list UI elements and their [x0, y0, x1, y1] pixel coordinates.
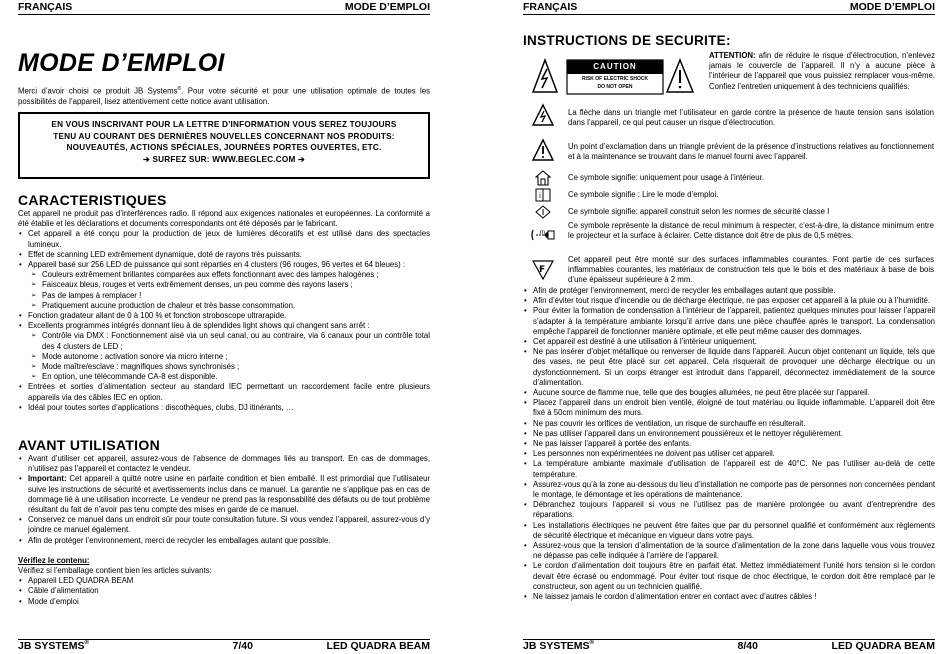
footer-brand: JB SYSTEMS®: [18, 640, 89, 652]
list-item: • Les personnes non expérimentées ne doivent pas utiliser cet appareil.: [523, 449, 935, 459]
flammable-surface-icon: [523, 258, 563, 280]
list-item: ➢ Mode autonome : activation sonore via micro interne ;: [18, 352, 430, 362]
list-item: • Le cordon d’alimentation doit toujours être en parfait état. Mettez immédiatement l’unité hors tension si le cordon devait être écrasé ou endommagé. Pour éviter tout risque de choc électrique, le cordon doit être remplacé par le constructeur, son agent ou un technicien qualifié.: [523, 561, 935, 592]
symbol-text: Ce symbole représente la distance de recul minimum à respecter, c’est-à-dire, la distance minimum entre le projecteur et la surface à éclairer. Cette distance doit être de plus de 0,5 mètres.: [568, 221, 934, 241]
high-voltage-icon: [523, 103, 563, 127]
newsletter-line-2: TENU AU COURANT DES DERNIÈRES NOUVELLES CONCERNANT NOS PRODUITS:: [53, 131, 395, 141]
list-item: • Appareil LED QUADRA BEAM: [18, 576, 430, 586]
list-item: • Les installations électriques ne peuvent être faites que par du personnel qualifié et conformément aux règlements de sécurité électrique et mécanique en vigueur dans votre pays.: [523, 521, 935, 541]
list-item: ➢ Couleurs extrêmement brillantes comparées aux effets fonctionnant avec des lampes halogènes ;: [18, 270, 430, 280]
symbol-text: Un point d’exclamation dans un triangle prévient de la présence d’instructions relatives au fonctionnement et à la maintenance se trouvant dans le manuel fourni avec l’appareil.: [568, 142, 934, 162]
list-item: • Ne laissez jamais le cordon d’alimentation entrer en contact avec d’autres câbles !: [523, 592, 935, 602]
list-item: • Ne pas couvrir les orifices de ventilation, un risque de surchauffe en résulterait.: [523, 419, 935, 429]
page-header: [523, 1, 935, 15]
left-page: [18, 0, 430, 654]
footer-model: LED QUADRA BEAM: [831, 640, 935, 652]
newsletter-line-1: EN VOUS INSCRIVANT POUR LA LETTRE D’INFORMATION VOUS SEREZ TOUJOURS: [51, 120, 397, 129]
minimum-distance-icon: [523, 227, 563, 243]
list-item: ➢ Pas de lampes à remplacer !: [18, 291, 430, 301]
symbol-text: Ce symbole signifie: appareil construit selon les normes de sécurité classe I: [568, 207, 830, 216]
list-item: • Ne pas insérer d’objet métallique ou renverser de liquide dans l’appareil. Aucun objet contenant un liquide, tels que des vases, ne peut être placé sur cet appareil. Cela risquerait de provoquer une décharge électrique ou un dysfonctionnement. Si un corps étranger est introduit dans l’appareil, déconnectez immédiatement de la source d’alimentation.: [523, 347, 935, 388]
list-item: • Avant d’utiliser cet appareil, assurez-vous de l’absence de dommages liés au transport. En cas de dommages, n’utilisez pas l’appareil et contactez le vendeur.: [18, 454, 430, 474]
list-item: ➢ Mode maître/esclave : magnifiques shows synchronisés ;: [18, 362, 430, 372]
header-language: FRANÇAIS: [18, 1, 73, 13]
symbol-text: Cet appareil peut être monté sur des surfaces inflammables courantes. Font partie de ces surfaces inflammables courantes, les matériaux de construction tels que le bois et des matériaux à base de bois d’une épaisseur supérieure à 2 mm.: [568, 255, 934, 285]
list-item: ➢ En option, une télécommande CA-8 est disponible.: [18, 372, 430, 382]
verify-text: Vérifiez si l’emballage contient bien les articles suivants:: [18, 566, 212, 576]
caution-label: [529, 56, 701, 98]
caution-line-2: DO NOT OPEN: [597, 84, 633, 90]
safety-list: [523, 286, 935, 602]
list-item: • Important: Cet appareil a quitté notre usine en parfaite condition et bien emballé. Il est primordial que l’utilisateur suive les instructions de sécurité et avertissements inclus dans ce manuel. La garantie ne s’applique pas en cas de dommage lié à une utilisation incorrecte. Le vendeur ne prend pas la responsabilité des défauts ou de tout problème résultant du fait de n’avoir pas tenu compte des mises en garde de ce manuel.: [18, 474, 430, 515]
list-item: • Effet de scanning LED extrêmement dynamique, doté de rayons très puissants.: [18, 250, 430, 260]
before-use-list: [18, 454, 430, 546]
list-item: • Cet appareil est destiné à une utilisation à l’intérieur uniquement.: [523, 337, 935, 347]
before-use-heading: AVANT UTILISATION: [18, 437, 160, 453]
list-item: • Conservez ce manuel dans un endroit sûr pour toute consultation future. Si vous vendez l’appareil, assurez-vous d’y joindre ce manuel également.: [18, 515, 430, 535]
page-footer: [523, 639, 935, 653]
newsletter-box: [18, 112, 430, 179]
list-item: • Idéal pour toutes sortes d’applications : discothèques, clubs, DJ itinérants, …: [18, 403, 430, 413]
list-item: • Ne pas utiliser l’appareil dans un environnement poussiéreux et le nettoyer régulièrement.: [523, 429, 935, 439]
header-language: FRANÇAIS: [523, 1, 578, 13]
before-use-section: [18, 437, 430, 607]
symbol-text: Ce symbole signifie : Lire le mode d’emploi.: [568, 190, 719, 199]
list-item: ➢ Faisceaux bleus, rouges et verts extrêmement denses, un peu comme des rayons lasers ;: [18, 280, 430, 290]
features-heading: CARACTERISTIQUES: [18, 192, 167, 208]
page-header: [18, 1, 430, 15]
verify-heading: Vérifiez le contenu:: [18, 555, 90, 565]
features-list: [18, 382, 430, 413]
list-item: • Fonction gradateur allant de 0 à 100 % et fonction stroboscope ultrarapide.: [18, 311, 430, 321]
list-item: • Pour éviter la formation de condensation à l’intérieur de l’appareil, patientez quelques minutes pour laisser l’appareil s’adapter à la température ambiante lorsqu’il arrive dans une pièce chauffée après le transport. La condensation empêche l’appareil de fonctionner manière optimale, et elle peut même causer des dommages.: [523, 306, 935, 337]
list-item: • Afin de protéger l’environnement, merci de recycler les emballages autant que possible.: [18, 536, 430, 546]
list-item: • Câble d’alimentation: [18, 586, 430, 596]
page-footer: [18, 639, 430, 653]
caution-word: CAUTION: [593, 62, 637, 71]
safety-heading: INSTRUCTIONS DE SECURITE:: [523, 33, 731, 48]
attention-paragraph: ATTENTION: afin de réduire le risque d’électrocution, n’enlevez jamais le couvercle de l’appareil. Il n’y a aucune pièce à l’intérieur de l’appareil que vous puissiez remplacer vous-même. Confiez l’entretien uniquement à des techniciens qualifiés.: [709, 51, 935, 91]
page-title: MODE D’EMPLOI: [18, 49, 225, 77]
list-item: • Mode d’emploi: [18, 597, 430, 607]
read-manual-icon: [523, 188, 563, 202]
svg-text:F: F: [539, 265, 546, 275]
exclamation-triangle-icon: [523, 138, 563, 162]
features-intro: Cet appareil ne produit pas d’interférences radio. Il répond aux exigences nationales et européennes. La conformité a été établie et les déclarations et documents correspondants ont été déposés par le fabricant.: [18, 209, 430, 229]
intro-paragraph: Merci d’avoir choisi ce produit JB Systems®. Pour votre sécurité et pour une utilisation optimale de toutes les possibilités de l’appareil, lisez attentivement cette notice avant utilisation.: [18, 86, 430, 106]
list-item: • Assurez-vous que la tension d’alimentation de la source d’alimentation de la zone dans laquelle vous vous trouvez ne dépasse pas celle indiquée à l’arrière de l’appareil.: [523, 541, 935, 561]
list-item: • Ne pas laisser l’appareil à portée des enfants.: [523, 439, 935, 449]
list-item: • Excellents programmes intégrés donnant lieu à de splendides light shows qui changent sans arrêt :: [18, 321, 430, 331]
footer-model: LED QUADRA BEAM: [326, 640, 430, 652]
list-item: • Aucune source de flamme nue, telle que des bougies allumées, ne peut être placée sur l’appareil.: [523, 388, 935, 398]
list-item: • Assurez-vous qu’à la zone au-dessous du lieu d’installation ne comporte pas de personnes non concernées pendant le montage, le démontage et les opérations de maintenance.: [523, 480, 935, 500]
list-item: • Cet appareil a été conçu pour la production de jeux de lumières décoratifs et est utilisé dans des spectacles lumineux.: [18, 229, 430, 249]
programs-sublist: [18, 331, 430, 382]
indoor-use-icon: [523, 170, 563, 186]
footer-brand: JB SYSTEMS®: [523, 640, 594, 652]
header-title: MODE D’EMPLOI: [344, 1, 430, 13]
features-list: [18, 311, 430, 331]
footer-page-number: 8/40: [737, 640, 758, 652]
list-item: • La température ambiante maximale d’utilisation de l’appareil est de 40°C. Ne pas l’utiliser au-delà de cette température.: [523, 459, 935, 479]
symbol-text: Ce symbole signifie: uniquement pour usage à l’intérieur.: [568, 173, 764, 182]
footer-page-number: 7/40: [232, 640, 253, 652]
list-item: • Placez l’appareil dans un endroit bien ventilé, éloigné de tout matériau ou liquide inflammable. L’appareil doit être fixé à 50cm minimum des murs.: [523, 398, 935, 418]
features-sublist: [18, 270, 430, 311]
list-item: • Afin d’éviter tout risque d’incendie ou de décharge électrique, ne pas exposer cet appareil à la pluie ou à l’humidité.: [523, 296, 935, 306]
features-list: [18, 229, 430, 270]
list-item: • Débranchez toujours l’appareil si vous ne l’utilisez pas de manière prolongée ou avant d’entreprendre des réparations.: [523, 500, 935, 520]
list-item: • Afin de protéger l’environnement, merci de recycler les emballages autant que possible.: [523, 286, 935, 296]
features-section: [18, 192, 430, 413]
header-title: MODE D’EMPLOI: [849, 1, 935, 13]
newsletter-line-3: NOUVEAUTÉS, ACTIONS SPÉCIALES, JOURNÉES PORTES OUVERTES, ETC.: [66, 143, 382, 152]
symbol-text: La flèche dans un triangle met l’utilisateur en garde contre la présence de haute tension sans isolation dans l’appareil, ce qui peut causer un risque d’électrocution.: [568, 108, 934, 128]
list-item: ➢ Pratiquement aucune production de chaleur et très basse consommation.: [18, 301, 430, 311]
list-item: • Appareil basé sur 256 LED de puissance qui sont réparties en 4 clusters (96 rouges, 96 vertes et 64 bleues) :: [18, 260, 430, 270]
newsletter-link[interactable]: ➔ SURFEZ SUR: WWW.BEGLEC.COM ➔: [142, 154, 306, 164]
contents-list: [18, 576, 430, 607]
list-item: • Entrées et sorties d’alimentation secteur au standard IEC permettant un raccordement facile entre plusieurs appareils via des câbles IEC en option.: [18, 382, 430, 402]
right-page: [523, 0, 935, 654]
svg-text:i: i: [539, 192, 541, 200]
safety-class-icon: [523, 205, 563, 219]
list-item: ➢ Contrôle via DMX : Fonctionnement aisé via un seul canal, ou au contraire, via 6 canaux pour un contrôle total des 4 clusters de LED ;: [18, 331, 430, 351]
caution-line-1: RISK OF ELECTRIC SHOCK: [581, 76, 649, 82]
distance-unit: m: [540, 230, 545, 236]
